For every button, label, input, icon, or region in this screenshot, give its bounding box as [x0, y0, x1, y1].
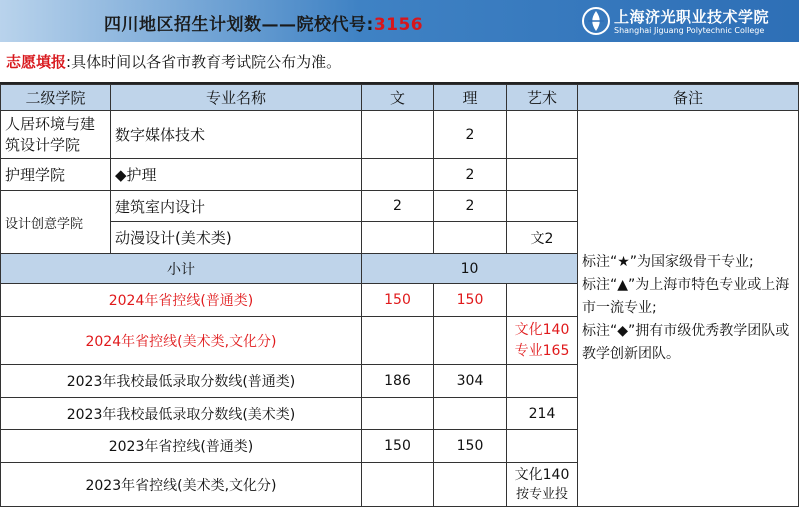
stat-label: 2023年省控线(普通类) — [1, 430, 362, 463]
art-line: 专业165 — [514, 342, 570, 359]
major-cell: 建筑室内设计 — [111, 191, 362, 222]
art-line: 按专业投 — [515, 486, 568, 502]
wen-cell — [362, 222, 434, 254]
li-cell: 2 — [434, 191, 507, 222]
art-cell — [507, 191, 578, 222]
li-cell — [434, 317, 507, 365]
wen-cell — [362, 159, 434, 191]
art-line: 文化140 — [514, 321, 570, 338]
school-logo-icon — [581, 6, 611, 36]
stat-label: 2023年我校最低录取分数线(美术类) — [1, 398, 362, 430]
table-row — [1, 111, 799, 159]
column-header: 专业名称 — [111, 85, 362, 111]
header-title: 四川地区招生计划数——院校代号:3156 — [104, 15, 424, 35]
school-name-cn: 上海济光职业技术学院 — [614, 8, 770, 26]
college-cell: 设计创意学院 — [1, 191, 111, 254]
art-cell: 214 — [507, 398, 578, 430]
school-code: 3156 — [373, 15, 424, 35]
page-header — [0, 0, 799, 42]
column-header: 理 — [434, 85, 507, 111]
remarks-cell — [578, 111, 799, 507]
school-name-en: Shanghai Jiguang Polytechnic College — [614, 26, 765, 35]
art-cell — [507, 284, 578, 317]
column-header: 文 — [362, 85, 434, 111]
enrollment-table — [0, 84, 799, 507]
li-cell: 2 — [434, 159, 507, 191]
remark-line: 标注“★”为国家级骨干专业; — [582, 254, 754, 270]
li-cell: 304 — [434, 365, 507, 398]
li-cell: 2 — [434, 111, 507, 159]
column-header: 二级学院 — [1, 85, 111, 111]
li-cell — [434, 222, 507, 254]
notice-bar — [0, 42, 799, 84]
wen-cell — [362, 317, 434, 365]
li-cell: 150 — [434, 284, 507, 317]
wen-cell: 186 — [362, 365, 434, 398]
college-cell: 人居环境与建筑设计学院 — [1, 111, 111, 159]
notice-text: :具体时间以各省市教育考试院公布为准。 — [66, 53, 342, 71]
wen-cell — [362, 398, 434, 430]
column-header: 备注 — [578, 85, 799, 111]
column-header: 艺术 — [507, 85, 578, 111]
stat-label: 2024年省控线(美术类,文化分) — [1, 317, 362, 365]
table-header-row — [1, 85, 799, 111]
subtotal-label: 小计 — [1, 254, 362, 284]
wen-cell: 150 — [362, 430, 434, 463]
major-cell: ◆护理 — [111, 159, 362, 191]
wen-cell: 2 — [362, 191, 434, 222]
li-cell — [434, 463, 507, 507]
remark-line: 标注“◆”拥有市级优秀教学团队或教学创新团队。 — [582, 323, 790, 362]
art-cell — [507, 365, 578, 398]
wen-cell — [362, 463, 434, 507]
art-cell: 文2 — [507, 222, 578, 254]
art-cell — [507, 159, 578, 191]
wen-cell: 150 — [362, 284, 434, 317]
art-cell — [507, 111, 578, 159]
subtotal-value: 10 — [362, 254, 578, 284]
art-cell — [507, 463, 578, 507]
art-cell — [507, 317, 578, 365]
stat-label: 2024年省控线(普通类) — [1, 284, 362, 317]
li-cell — [434, 398, 507, 430]
stat-label: 2023年省控线(美术类,文化分) — [1, 463, 362, 507]
stat-label: 2023年我校最低录取分数线(普通类) — [1, 365, 362, 398]
art-cell — [507, 430, 578, 463]
art-line: 文化140 — [514, 466, 570, 483]
li-cell: 150 — [434, 430, 507, 463]
remark-line: 标注“▲”为上海市特色专业或上海市一流专业; — [582, 277, 790, 316]
wen-cell — [362, 111, 434, 159]
college-cell: 护理学院 — [1, 159, 111, 191]
major-cell: 动漫设计(美术类) — [111, 222, 362, 254]
major-cell: 数字媒体技术 — [111, 111, 362, 159]
notice-label: 志愿填报 — [6, 53, 67, 71]
